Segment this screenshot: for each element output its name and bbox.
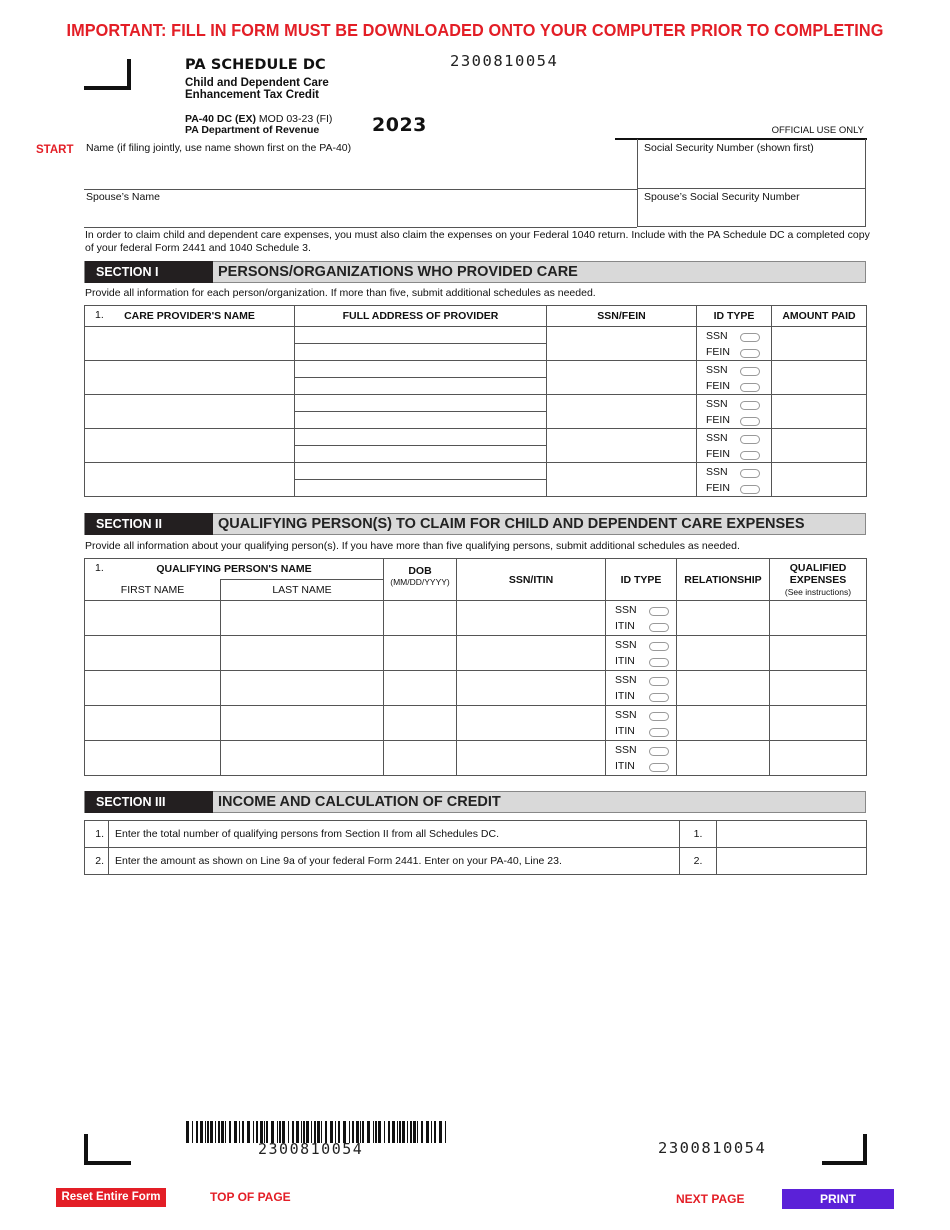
form-title: PA SCHEDULE DC	[185, 57, 326, 73]
barcode-stripe	[234, 1121, 237, 1143]
provider-address-line2-input[interactable]	[295, 446, 547, 463]
barcode-stripe	[413, 1121, 416, 1143]
provider-row	[85, 395, 867, 412]
id-type-option-itin: ITIN	[615, 760, 635, 772]
barcode-stripe	[247, 1121, 250, 1143]
line2-number: 2.	[85, 848, 109, 875]
provider-row	[85, 429, 867, 446]
col-person-name	[85, 559, 384, 580]
id-type-option-ssn: SSN	[706, 364, 728, 376]
id-type-radio-ssn[interactable]	[649, 607, 669, 616]
col-first-name: FIRST NAME	[85, 580, 221, 601]
last-name-input[interactable]	[221, 741, 384, 776]
line1-qualifying-persons-input[interactable]	[717, 821, 867, 848]
barcode-stripe	[215, 1121, 216, 1143]
id-type-option-ssn: SSN	[615, 709, 637, 721]
qualified-expenses-input[interactable]	[770, 741, 867, 776]
id-type-radio-fein[interactable]	[740, 451, 760, 460]
start-label: START	[36, 144, 74, 156]
care-provider-table	[84, 305, 867, 497]
barcode-stripe	[421, 1121, 423, 1143]
barcode-stripe	[239, 1121, 240, 1143]
provider-amount-paid-input[interactable]	[772, 429, 867, 463]
col-dob	[384, 559, 457, 601]
id-type-radio-ssn[interactable]	[740, 333, 760, 342]
id-type-option-fein: FEIN	[706, 448, 730, 460]
section2-title: QUALIFYING PERSON(S) TO CLAIM FOR CHILD AND DEPENDENT CARE EXPENSES	[218, 516, 805, 532]
dob-input[interactable]	[384, 706, 457, 741]
barcode-stripe	[375, 1121, 377, 1143]
barcode-stripe	[373, 1121, 374, 1143]
tax-year: 2023	[372, 114, 427, 136]
col-provider-address: FULL ADDRESS OF PROVIDER	[295, 306, 547, 327]
reset-form-button[interactable]: Reset Entire Form	[56, 1188, 166, 1207]
relationship-input[interactable]	[677, 741, 770, 776]
provider-address-line1-input[interactable]	[295, 327, 547, 344]
barcode-stripe	[210, 1121, 213, 1143]
id-type-radio-itin[interactable]	[649, 623, 669, 632]
provider-address-line2-input[interactable]	[295, 344, 547, 361]
id-type-radio-itin[interactable]	[649, 658, 669, 667]
col-ssn-fein: SSN/FEIN	[547, 306, 697, 327]
col-id-type: ID TYPE	[697, 306, 772, 327]
download-warning-banner: IMPORTANT: FILL IN FORM MUST BE DOWNLOADED ONTO YOUR COMPUTER PRIOR TO COMPLETING	[66, 20, 884, 40]
id-type-radio-fein[interactable]	[740, 349, 760, 358]
ssn-itin-input[interactable]	[457, 741, 606, 776]
ssn-itin-input[interactable]	[457, 706, 606, 741]
form-subtitle-line1: Child and Dependent Care	[185, 77, 329, 89]
id-type-radio-ssn[interactable]	[649, 747, 669, 756]
line2-amount-input[interactable]	[717, 848, 867, 875]
id-type-radio-fein[interactable]	[740, 417, 760, 426]
barcode-stripe	[205, 1121, 206, 1143]
provider-id-type-cell	[697, 463, 772, 497]
col-id-type-2: ID TYPE	[606, 559, 677, 601]
col-amount-paid: AMOUNT PAID	[772, 306, 867, 327]
qualified-expenses-input[interactable]	[770, 671, 867, 706]
ssn-itin-input[interactable]	[457, 671, 606, 706]
provider-name-input[interactable]	[85, 361, 295, 395]
barcode-stripe	[367, 1121, 370, 1143]
provider-id-type-cell	[697, 395, 772, 429]
corner-mark-bottom-left	[84, 1134, 131, 1165]
section1-title: PERSONS/ORGANIZATIONS WHO PROVIDED CARE	[218, 264, 578, 280]
provider-ssn-fein-input[interactable]	[547, 395, 697, 429]
intro-note: In order to claim child and dependent care expenses, you must also claim the expenses on your Federal 1040 return. Include with the PA Schedule DC a completed copy of your federal Form 2441 and 1040 Schedule 3.	[85, 229, 870, 254]
col-qualified-expenses	[770, 559, 867, 601]
top-of-page-link[interactable]: TOP OF PAGE	[210, 1190, 291, 1204]
section1-header	[84, 261, 866, 283]
barcode-stripe	[229, 1121, 231, 1143]
dob-input[interactable]	[384, 671, 457, 706]
document-number-top: 2300810054	[450, 52, 559, 70]
provider-name-input[interactable]	[85, 463, 295, 497]
ssn-field[interactable]	[637, 139, 866, 189]
line2-box-number: 2.	[680, 848, 717, 875]
col-ssn-itin: SSN/ITIN	[457, 559, 606, 601]
provider-id-type-cell	[697, 361, 772, 395]
provider-id-type-cell	[697, 327, 772, 361]
id-type-radio-fein[interactable]	[740, 485, 760, 494]
id-type-option-itin: ITIN	[615, 725, 635, 737]
section1-line-number: 1.	[95, 309, 104, 321]
id-type-option-itin: ITIN	[615, 690, 635, 702]
line2-text: Enter the amount as shown on Line 9a of your federal Form 2441. Enter on your PA-40, Line 23.	[109, 848, 680, 875]
qualifying-person-row	[85, 636, 867, 671]
spouse-name-field[interactable]	[84, 189, 637, 228]
qualified-expenses-input[interactable]	[770, 706, 867, 741]
last-name-input[interactable]	[221, 601, 384, 636]
first-name-input[interactable]	[85, 671, 221, 706]
first-name-input[interactable]	[85, 636, 221, 671]
provider-amount-paid-input[interactable]	[772, 463, 867, 497]
provider-address-line2-input[interactable]	[295, 412, 547, 429]
last-name-input[interactable]	[221, 636, 384, 671]
provider-row	[85, 463, 867, 480]
barcode-stripe	[253, 1121, 254, 1143]
id-type-radio-ssn[interactable]	[649, 677, 669, 686]
spouse-ssn-field[interactable]	[637, 189, 866, 227]
provider-address-line2-input[interactable]	[295, 378, 547, 395]
provider-address-line1-input[interactable]	[295, 361, 547, 378]
section2-header	[84, 513, 866, 535]
relationship-input[interactable]	[677, 601, 770, 636]
relationship-input[interactable]	[677, 706, 770, 741]
id-type-cell	[606, 671, 677, 706]
col-provider-name	[85, 306, 295, 327]
next-page-link[interactable]: NEXT PAGE	[676, 1192, 745, 1206]
col-see-instructions: (See instructions)	[784, 586, 852, 597]
id-type-option-ssn: SSN	[706, 432, 728, 444]
col-dob-format: (MM/DD/YYYY)	[390, 577, 450, 587]
barcode-stripe	[426, 1121, 429, 1143]
document-number-bottom: 2300810054	[658, 1139, 767, 1157]
barcode-stripe	[399, 1121, 401, 1143]
provider-address-line1-input[interactable]	[295, 395, 547, 412]
dob-input[interactable]	[384, 636, 457, 671]
section2-tag: SECTION II	[85, 513, 213, 535]
provider-address-line1-input[interactable]	[295, 463, 547, 480]
barcode-stripe	[218, 1121, 220, 1143]
provider-row	[85, 327, 867, 344]
provider-ssn-fein-input[interactable]	[547, 361, 697, 395]
barcode-stripe	[445, 1121, 446, 1143]
form-code-bold: PA-40 DC (EX)	[185, 113, 256, 125]
spouse-name-field-label: Spouse’s Name	[86, 191, 160, 203]
id-type-option-ssn: SSN	[706, 330, 728, 342]
id-type-option-ssn: SSN	[706, 466, 728, 478]
line1-text: Enter the total number of qualifying persons from Section II from all Schedules DC.	[109, 821, 680, 848]
id-type-option-fein: FEIN	[706, 482, 730, 494]
id-type-radio-ssn[interactable]	[740, 469, 760, 478]
barcode-stripe	[407, 1121, 408, 1143]
ssn-itin-input[interactable]	[457, 601, 606, 636]
section3-title: INCOME AND CALCULATION OF CREDIT	[218, 794, 501, 810]
first-name-input[interactable]	[85, 601, 221, 636]
relationship-input[interactable]	[677, 636, 770, 671]
barcode-stripe	[439, 1121, 442, 1143]
ssn-field-label: Social Security Number (shown first)	[644, 142, 814, 154]
col-person-name-label: QUALIFYING PERSON'S NAME	[156, 563, 312, 575]
ssn-itin-input[interactable]	[457, 636, 606, 671]
name-field[interactable]	[84, 139, 637, 190]
barcode-stripe	[225, 1121, 226, 1143]
qualified-expenses-input[interactable]	[770, 636, 867, 671]
taxpayer-info-block	[84, 139, 866, 227]
col-relationship: RELATIONSHIP	[677, 559, 770, 601]
form-code-rest: MOD 03-23 (FI)	[258, 113, 333, 125]
id-type-radio-ssn[interactable]	[740, 435, 760, 444]
id-type-option-ssn: SSN	[615, 604, 637, 616]
form-subtitle-line2: Enhancement Tax Credit	[185, 89, 319, 101]
provider-amount-paid-input[interactable]	[772, 327, 867, 361]
id-type-radio-ssn[interactable]	[740, 367, 760, 376]
section2-line-number: 1.	[95, 562, 104, 574]
id-type-cell	[606, 601, 677, 636]
id-type-option-ssn: SSN	[615, 639, 637, 651]
id-type-option-itin: ITIN	[615, 620, 635, 632]
barcode-stripe	[410, 1121, 412, 1143]
barcode-stripe	[186, 1121, 189, 1143]
line1-box-number: 1.	[680, 821, 717, 848]
section1-description: Provide all information for each person/organization. If more than five, submit additional schedules as needed.	[85, 287, 596, 299]
id-type-radio-itin[interactable]	[649, 728, 669, 737]
provider-address-line2-input[interactable]	[295, 480, 547, 497]
section2-description: Provide all information about your qualifying person(s). If you have more than five qualifying persons, submit additional schedules as needed.	[85, 540, 740, 552]
id-type-radio-ssn[interactable]	[649, 642, 669, 651]
first-name-input[interactable]	[85, 706, 221, 741]
provider-ssn-fein-input[interactable]	[547, 327, 697, 361]
provider-name-input[interactable]	[85, 395, 295, 429]
barcode-stripe	[378, 1121, 381, 1143]
id-type-cell	[606, 636, 677, 671]
qualifying-person-row	[85, 741, 867, 776]
id-type-radio-itin[interactable]	[649, 693, 669, 702]
line1-number: 1.	[85, 821, 109, 848]
relationship-input[interactable]	[677, 671, 770, 706]
provider-amount-paid-input[interactable]	[772, 361, 867, 395]
name-field-label: Name (if filing jointly, use name shown first on the PA-40)	[86, 142, 352, 154]
spouse-ssn-field-label: Spouse’s Social Security Number	[644, 191, 800, 203]
qualifying-person-row	[85, 706, 867, 741]
provider-name-input[interactable]	[85, 429, 295, 463]
id-type-cell	[606, 706, 677, 741]
provider-ssn-fein-input[interactable]	[547, 429, 697, 463]
id-type-cell	[606, 741, 677, 776]
id-type-radio-fein[interactable]	[740, 383, 760, 392]
corner-mark-top-left	[84, 59, 131, 90]
barcode-stripe	[384, 1121, 385, 1143]
col-qualified-expenses-label: QUALIFIED EXPENSES	[789, 561, 847, 586]
qualifying-person-table	[84, 558, 867, 776]
barcode-stripe	[434, 1121, 436, 1143]
barcode-stripe	[388, 1121, 390, 1143]
last-name-input[interactable]	[221, 671, 384, 706]
barcode-stripe	[221, 1121, 224, 1143]
department-name: PA Department of Revenue	[185, 124, 320, 136]
dob-input[interactable]	[384, 601, 457, 636]
provider-ssn-fein-input[interactable]	[547, 463, 697, 497]
section1-tag: SECTION I	[85, 261, 213, 283]
id-type-radio-itin[interactable]	[649, 763, 669, 772]
provider-row	[85, 361, 867, 378]
id-type-option-ssn: SSN	[615, 744, 637, 756]
dob-input[interactable]	[384, 741, 457, 776]
id-type-option-fein: FEIN	[706, 346, 730, 358]
last-name-input[interactable]	[221, 706, 384, 741]
provider-address-line1-input[interactable]	[295, 429, 547, 446]
corner-mark-bottom-right	[822, 1134, 867, 1165]
id-type-option-ssn: SSN	[706, 398, 728, 410]
section3-header	[84, 791, 866, 813]
qualified-expenses-input[interactable]	[770, 601, 867, 636]
barcode-stripe	[402, 1121, 405, 1143]
provider-id-type-cell	[697, 429, 772, 463]
barcode-stripe	[200, 1121, 203, 1143]
print-button[interactable]: PRINT	[782, 1189, 894, 1209]
id-type-radio-ssn[interactable]	[740, 401, 760, 410]
barcode-stripe	[397, 1121, 398, 1143]
first-name-input[interactable]	[85, 741, 221, 776]
barcode-stripe	[242, 1121, 244, 1143]
provider-amount-paid-input[interactable]	[772, 395, 867, 429]
barcode-stripe	[207, 1121, 209, 1143]
barcode-stripe	[431, 1121, 432, 1143]
barcode-stripe	[192, 1121, 193, 1143]
provider-name-input[interactable]	[85, 327, 295, 361]
id-type-option-ssn: SSN	[615, 674, 637, 686]
qualifying-person-row	[85, 671, 867, 706]
barcode-stripe	[196, 1121, 198, 1143]
barcode-number: 2300810054	[258, 1140, 364, 1158]
col-dob-label: DOB	[408, 565, 432, 577]
barcode-stripe	[417, 1121, 418, 1143]
section3-tag: SECTION III	[85, 791, 213, 813]
id-type-option-itin: ITIN	[615, 655, 635, 667]
official-use-label: OFFICIAL USE ONLY	[771, 125, 864, 136]
id-type-option-fein: FEIN	[706, 414, 730, 426]
barcode-stripe	[392, 1121, 395, 1143]
credit-calculation-table	[84, 820, 867, 875]
col-provider-name-label: CARE PROVIDER'S NAME	[124, 310, 255, 322]
col-last-name: LAST NAME	[221, 580, 384, 601]
id-type-radio-ssn[interactable]	[649, 712, 669, 721]
qualifying-person-row	[85, 601, 867, 636]
id-type-option-fein: FEIN	[706, 380, 730, 392]
